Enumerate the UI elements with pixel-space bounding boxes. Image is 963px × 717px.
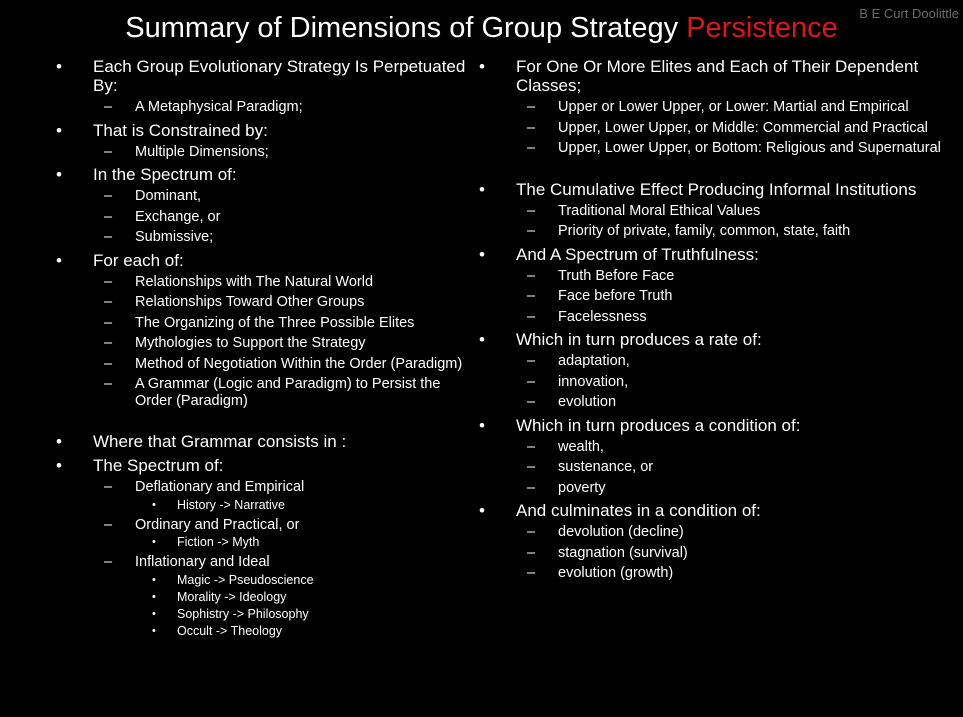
- sub-bullet: – evolution: [475, 394, 955, 411]
- slide-title: [0, 10, 963, 46]
- sub-bullet: – Inflationary and Ideal: [52, 554, 472, 571]
- bullet: • The Spectrum of:: [52, 456, 472, 475]
- bullet: • The Cumulative Effect Producing Informal Institutions: [475, 180, 955, 199]
- sub-bullet: – sustenance, or: [475, 459, 955, 476]
- sub-bullet: – innovation,: [475, 374, 955, 391]
- sub-bullet: – poverty: [475, 480, 955, 497]
- sub-sub-bullet: • History -> Narrative: [52, 498, 472, 513]
- sub-bullet: – wealth,: [475, 439, 955, 456]
- sub-bullet: – Ordinary and Practical, or: [52, 517, 472, 534]
- sub-bullet: – Truth Before Face: [475, 268, 955, 285]
- bullet: • For each of:: [52, 251, 472, 270]
- sub-bullet: – Method of Negotiation Within the Order (Paradigm): [52, 356, 472, 373]
- sub-bullet: – Relationships with The Natural World: [52, 274, 472, 291]
- sub-sub-bullet: • Fiction -> Myth: [52, 535, 472, 550]
- sub-bullet: – Upper, Lower Upper, or Bottom: Religious and Supernatural: [475, 140, 955, 157]
- bullet: • Which in turn produces a rate of:: [475, 330, 955, 349]
- sub-bullet: – Deflationary and Empirical: [52, 479, 472, 496]
- bullet: • In the Spectrum of:: [52, 165, 472, 184]
- sub-bullet: – devolution (decline): [475, 524, 955, 541]
- spacer: [52, 409, 472, 427]
- bullet: • And A Spectrum of Truthfulness:: [475, 245, 955, 264]
- sub-bullet: – Dominant,: [52, 188, 472, 205]
- sub-sub-bullet: • Sophistry -> Philosophy: [52, 607, 472, 622]
- sub-bullet: – Multiple Dimensions;: [52, 144, 472, 161]
- sub-sub-bullet: • Morality -> Ideology: [52, 590, 472, 605]
- sub-bullet: – Priority of private, family, common, state, faith: [475, 223, 955, 240]
- author-credit: B E Curt Doolittle: [859, 6, 959, 21]
- sub-bullet: – adaptation,: [475, 353, 955, 370]
- sub-bullet: – The Organizing of the Three Possible Elites: [52, 315, 472, 332]
- sub-sub-bullet: • Occult -> Theology: [52, 624, 472, 639]
- left-column: [52, 52, 472, 639]
- spacer: [475, 157, 955, 175]
- bullet: • And culminates in a condition of:: [475, 501, 955, 520]
- sub-bullet: – stagnation (survival): [475, 545, 955, 562]
- sub-bullet: – A Grammar (Logic and Paradigm) to Persist the Order (Paradigm): [52, 376, 472, 409]
- sub-bullet: – evolution (growth): [475, 565, 955, 582]
- sub-bullet: – Upper, Lower Upper, or Middle: Commercial and Practical: [475, 120, 955, 137]
- bullet: • For One Or More Elites and Each of Their Dependent Classes;: [475, 57, 955, 95]
- sub-sub-bullet: • Magic -> Pseudoscience: [52, 573, 472, 588]
- sub-bullet: – Exchange, or: [52, 209, 472, 226]
- sub-bullet: – Relationships Toward Other Groups: [52, 294, 472, 311]
- sub-bullet: – Upper or Lower Upper, or Lower: Martial and Empirical: [475, 99, 955, 116]
- bullet: • Each Group Evolutionary Strategy Is Perpetuated By:: [52, 57, 472, 95]
- bullet: • Which in turn produces a condition of:: [475, 416, 955, 435]
- right-column: [475, 52, 955, 582]
- bullet: • Where that Grammar consists in :: [52, 432, 472, 451]
- bullet: • That is Constrained by:: [52, 121, 472, 140]
- sub-bullet: – A Metaphysical Paradigm;: [52, 99, 472, 116]
- sub-bullet: – Submissive;: [52, 229, 472, 246]
- sub-bullet: – Face before Truth: [475, 288, 955, 305]
- title-accent: Persistence: [686, 12, 838, 44]
- sub-bullet: – Mythologies to Support the Strategy: [52, 335, 472, 352]
- title-main: Summary of Dimensions of Group Strategy: [125, 12, 679, 44]
- sub-bullet: – Facelessness: [475, 309, 955, 326]
- sub-bullet: – Traditional Moral Ethical Values: [475, 203, 955, 220]
